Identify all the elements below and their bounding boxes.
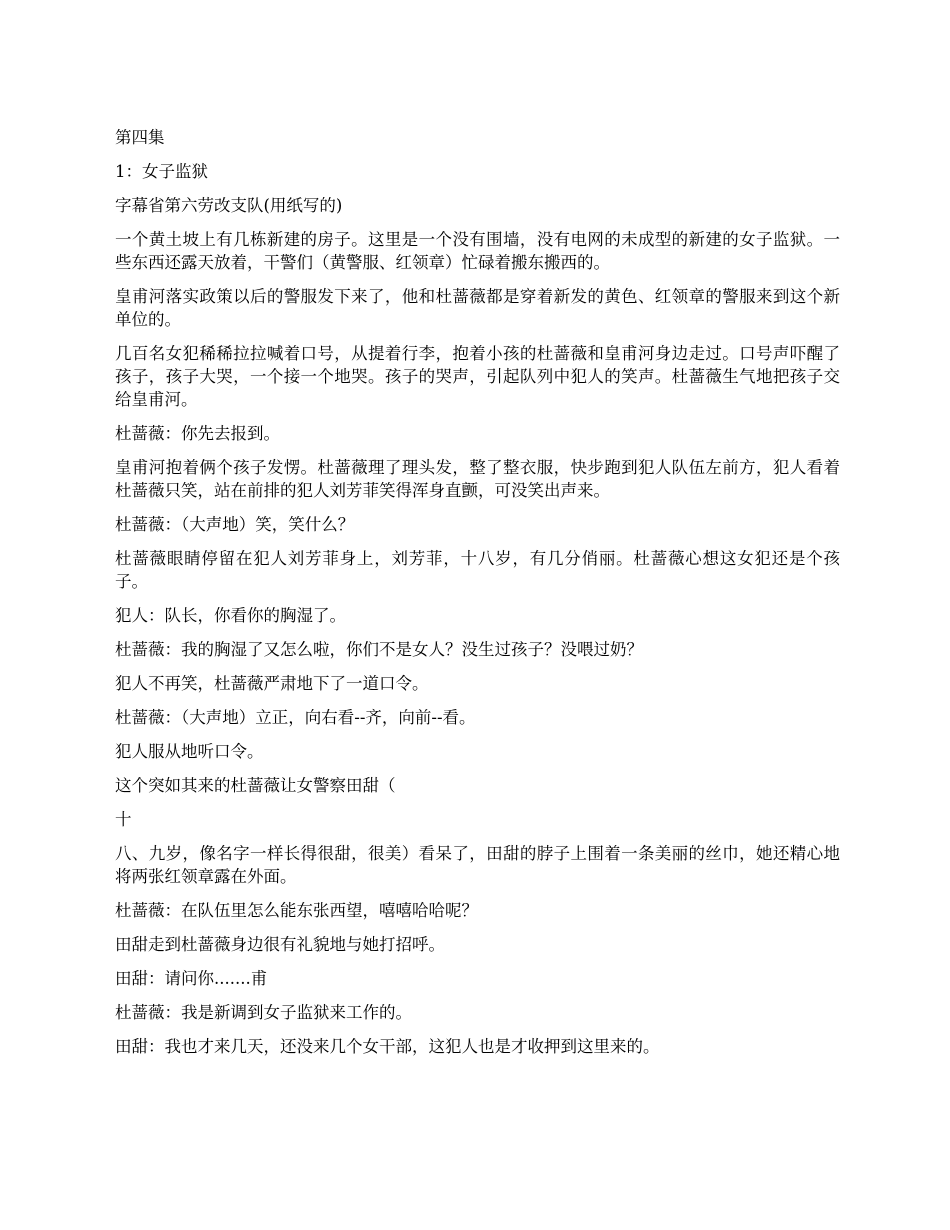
paragraph: 这个突如其来的杜蔷薇让女警察田甜（ <box>115 776 396 795</box>
dialogue-line: 杜蔷薇：我是新调到女子监狱来工作的。 <box>115 1003 412 1022</box>
dialogue-line: 杜蔷薇：你先去报到。 <box>115 424 280 443</box>
document-body <box>115 126 840 1069</box>
paragraph: 田甜走到杜蔷薇身边很有礼貌地与她打招呼。 <box>115 935 445 954</box>
paragraph: 杜蔷薇眼睛停留在犯人刘芳菲身上，刘芳菲，十八岁，有几分俏丽。杜蔷薇心想这女犯还是个孩子。 <box>115 549 840 591</box>
caption-line: 字幕省第六劳改支队(用纸写的) <box>115 196 343 215</box>
dialogue-line: 犯人：队长，你看你的胸湿了。 <box>115 606 346 625</box>
dialogue-line: 田甜：请问你.......甫 <box>115 969 268 988</box>
paragraph: 八、九岁，像名字一样长得很甜，很美）看呆了，田甜的脖子上围着一条美丽的丝巾，她还精心地将两张红领章露在外面。 <box>115 844 840 886</box>
paragraph: 皇甫河抱着俩个孩子发愣。杜蔷薇理了理头发，整了整衣服，快步跑到犯人队伍左前方，犯人看着杜蔷薇只笑，站在前排的犯人刘芳菲笑得浑身直颤，可没笑出声来。 <box>115 458 840 500</box>
dialogue-line: 田甜：我也才来几天，还没来几个女干部，这犯人也是才收押到这里来的。 <box>115 1037 660 1056</box>
paragraph: 犯人服从地听口令。 <box>115 742 264 761</box>
episode-title: 第四集 <box>115 128 165 147</box>
paragraph: 一个黄土坡上有几栋新建的房子。这里是一个没有围墙，没有电网的未成型的新建的女子监狱。一些东西还露天放着，干警们（黄警服、红领章）忙碌着搬东搬西的。 <box>115 230 840 272</box>
paragraph: 十 <box>115 810 132 829</box>
paragraph: 皇甫河落实政策以后的警服发下来了，他和杜蔷薇都是穿着新发的黄色、红领章的警服来到这个新单位的。 <box>115 287 840 329</box>
dialogue-line: 杜蔷薇：我的胸湿了又怎么啦，你们不是女人？没生过孩子？没喂过奶？ <box>115 640 643 659</box>
paragraph: 犯人不再笑，杜蔷薇严肃地下了一道口令。 <box>115 674 429 693</box>
dialogue-line: 杜蔷薇：（大声地）笑，笑什么？ <box>115 515 355 534</box>
scene-heading: 1：女子监狱 <box>115 162 208 181</box>
dialogue-line: 杜蔷薇：（大声地）立正，向右看--齐，向前--看。 <box>115 708 476 727</box>
paragraph: 几百名女犯稀稀拉拉喊着口号，从提着行李，抱着小孩的杜蔷薇和皇甫河身边走过。口号声吓醒了孩子，孩子大哭，一个接一个地哭。孩子的哭声，引起队列中犯人的笑声。杜蔷薇生气地把孩子交给皇甫河。 <box>115 344 840 409</box>
dialogue-line: 杜蔷薇：在队伍里怎么能东张西望，嘻嘻哈哈呢？ <box>115 901 478 920</box>
